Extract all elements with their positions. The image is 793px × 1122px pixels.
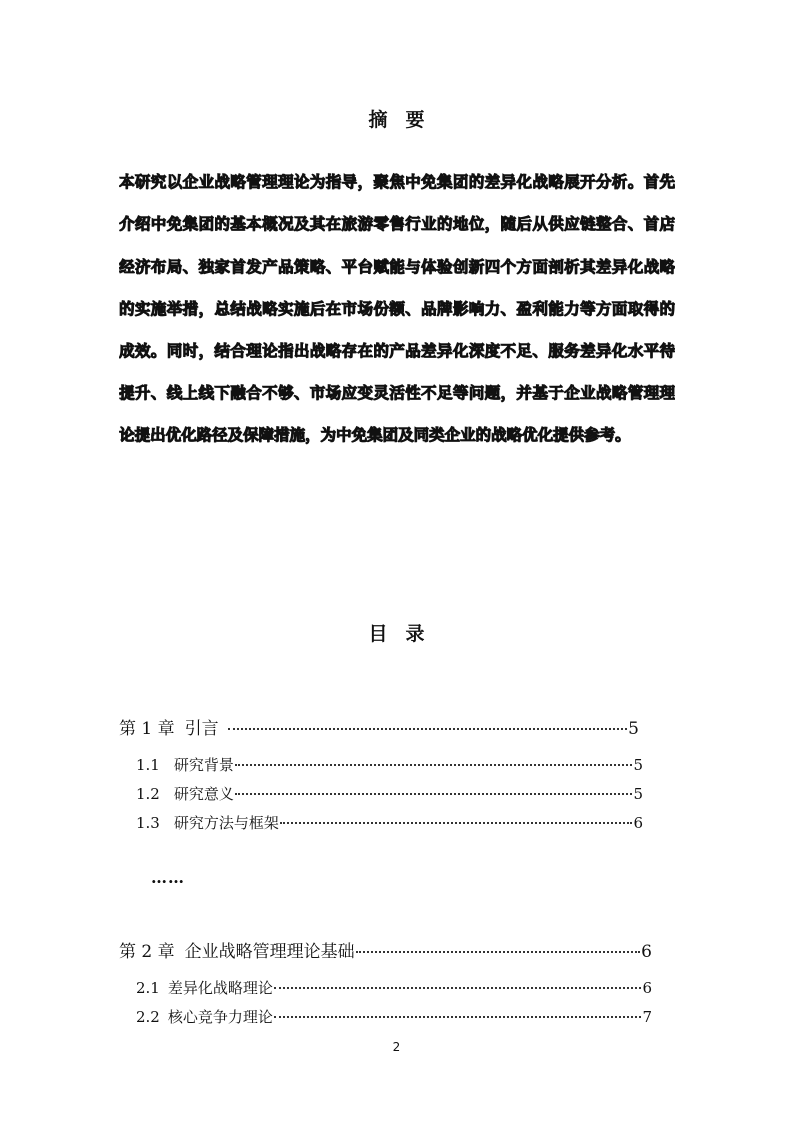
toc-page-number: 5 [633,756,643,774]
toc-entry-1-1[interactable] [136,754,643,775]
abstract-line: 论提出优化路径及保障措施，为中免集团及同类企业的战略优化提供参考。 [119,426,631,444]
toc-title: 差异化战略理论 [167,979,273,997]
toc-leader-dots [356,951,641,953]
toc-leader-dots [280,822,633,824]
toc-title: 企业战略管理理论基础 [184,942,355,962]
abstract-line: 提升、线上线下融合不够、市场应变灵活性不足等问题，并基于企业战略管理理 [119,384,675,402]
toc-entry-2-1[interactable] [136,977,652,998]
toc-leader-dots [274,987,642,989]
abstract-line: 成效。同时，结合理论指出战略存在的产品差异化深度不足、服务差异化水平待 [119,342,675,360]
toc-entry-chapter-2[interactable] [119,937,652,962]
toc-entry-1-3[interactable] [136,812,643,833]
toc-title: 研究意义 [173,785,234,803]
toc-page-number: 7 [642,1008,652,1026]
toc-number: 第 1 章 [119,719,175,739]
toc-page-number: 6 [641,942,652,962]
page-number: 2 [392,1040,401,1054]
toc-page-number: 5 [628,719,639,739]
toc-title: 核心竞争力理论 [167,1008,273,1026]
toc-number: 1.1 [136,756,160,774]
abstract-line: 的实施举措，总结战略实施后在市场份额、品牌影响力、盈利能力等方面取得的 [119,300,675,318]
toc-leader-dots [235,793,633,795]
toc-page-number: 6 [633,814,643,832]
abstract-line: 经济布局、独家首发产品策略、平台赋能与体验创新四个方面剖析其差异化战略 [119,258,675,276]
toc-leader-dots [235,764,633,766]
toc-number: 1.3 [136,814,160,832]
toc-number: 1.2 [136,785,160,803]
toc-leader-dots [228,728,628,730]
toc-page-number: 6 [642,979,652,997]
toc-entry-1-2[interactable] [136,783,643,804]
toc-heading: 目录 [368,623,443,645]
toc-number: 第 2 章 [119,942,175,962]
toc-entry-chapter-1[interactable] [119,714,639,739]
toc-page-number: 5 [633,785,643,803]
toc-title: 研究背景 [173,756,234,774]
abstract-line: 介绍中免集团的基本概况及其在旅游零售行业的地位，随后从供应链整合、首店 [119,215,675,233]
toc-number: 2.1 [136,979,160,997]
abstract-heading: 摘要 [368,109,443,131]
toc-leader-dots [274,1016,642,1018]
toc-number: 2.2 [136,1008,160,1026]
toc-title: 引言 [184,719,219,739]
toc-title: 研究方法与框架 [173,814,279,832]
toc-ellipsis: …… [151,868,185,887]
toc-entry-2-2[interactable] [136,1006,652,1027]
abstract-line: 本研究以企业战略管理理论为指导，聚焦中免集团的差异化战略展开分析。首先 [119,173,675,191]
